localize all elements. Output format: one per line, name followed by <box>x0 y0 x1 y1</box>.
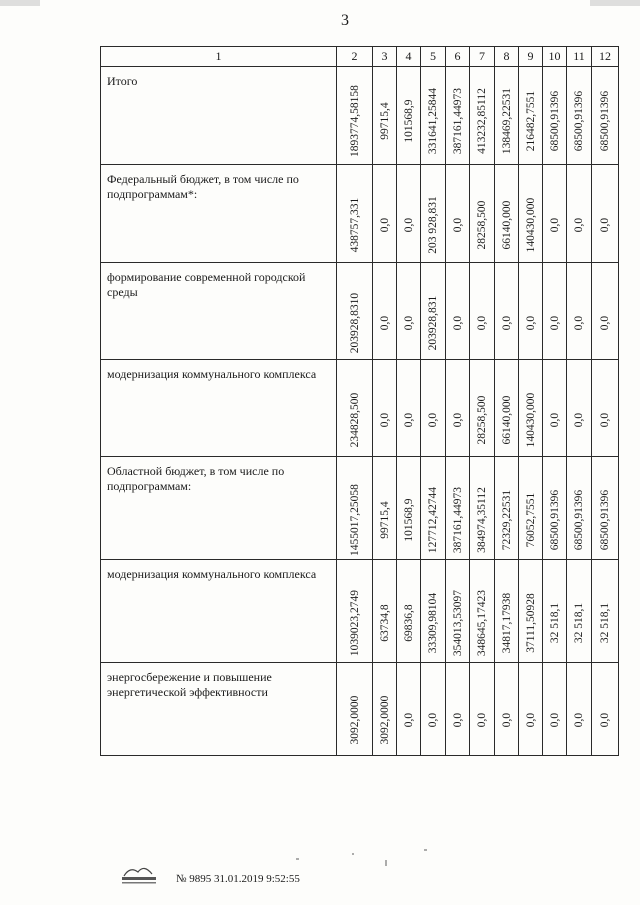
value-cell <box>421 263 446 360</box>
cell-value: 0,0 <box>599 412 611 427</box>
cell-value: 72329,22531 <box>500 490 513 551</box>
cell-value: 0,0 <box>500 315 513 330</box>
cell-value: 66140,000 <box>500 200 513 250</box>
value-cell <box>495 67 519 165</box>
cell-value: 140430,000 <box>524 197 537 253</box>
value-cell <box>397 457 421 560</box>
value-cell <box>470 560 495 663</box>
cell-value: 101568,9 <box>402 99 415 143</box>
value-cell <box>421 67 446 165</box>
table-row <box>101 263 619 360</box>
value-cell <box>567 560 592 663</box>
cell-value: 0,0 <box>476 712 488 728</box>
cell-value: 32 518,1 <box>573 603 585 644</box>
value-cell <box>495 560 519 663</box>
cell-value: 37111,50928 <box>524 593 537 653</box>
cell-value: 0,0 <box>451 712 464 728</box>
value-cell <box>337 165 373 263</box>
cell-value: 68500,91396 <box>573 490 585 551</box>
column-header: 3 <box>373 47 397 67</box>
cell-value: 0,0 <box>548 712 561 728</box>
table-row <box>101 663 619 756</box>
cell-value: 0,0 <box>573 412 585 427</box>
cell-value: 32 518,1 <box>548 603 561 644</box>
cell-value: 0,0 <box>599 315 611 330</box>
row-label: энергосбережение и повышение энергетической эффективности <box>101 663 337 756</box>
value-cell <box>337 67 373 165</box>
cell-value: 216482,7551 <box>524 91 537 152</box>
row-label: Областной бюджет, в том числе по подпрограммам: <box>101 457 337 560</box>
cell-value: 0,0 <box>476 315 488 330</box>
value-cell <box>397 360 421 457</box>
value-cell <box>592 663 619 756</box>
value-cell <box>373 663 397 756</box>
value-cell <box>495 263 519 360</box>
value-cell <box>567 663 592 756</box>
cell-value: 203 928,831 <box>427 196 439 254</box>
value-cell <box>470 67 495 165</box>
cell-value: 33309,98104 <box>427 593 439 654</box>
value-cell <box>567 360 592 457</box>
value-cell <box>470 457 495 560</box>
value-cell <box>397 560 421 663</box>
value-cell <box>470 263 495 360</box>
cell-value: 101568,9 <box>402 498 415 542</box>
value-cell <box>543 560 567 663</box>
value-cell <box>592 457 619 560</box>
row-label: Итого <box>101 67 337 165</box>
cell-value: 0,0 <box>548 217 561 233</box>
registration-stamp: № 9895 31.01.2019 9:52:55 <box>176 873 300 885</box>
cell-value: 387161,44973 <box>451 88 464 155</box>
cell-value: 66140,000 <box>500 395 513 444</box>
value-cell <box>543 67 567 165</box>
table-row <box>101 67 619 165</box>
value-cell <box>337 663 373 756</box>
value-cell <box>397 165 421 263</box>
cell-value: 0,0 <box>451 412 464 427</box>
cell-value: 0,0 <box>599 712 611 728</box>
value-cell <box>470 165 495 263</box>
value-cell <box>495 663 519 756</box>
value-cell <box>592 165 619 263</box>
value-cell <box>373 560 397 663</box>
value-cell <box>592 263 619 360</box>
value-cell <box>446 67 470 165</box>
column-header: 11 <box>567 47 592 67</box>
value-cell <box>337 457 373 560</box>
cell-value: 1455017,25058 <box>348 484 361 557</box>
value-cell <box>519 263 543 360</box>
cell-value: 203928,831 <box>427 295 439 350</box>
column-header: 4 <box>397 47 421 67</box>
cell-value: 28258,500 <box>476 200 488 250</box>
cell-value: 348645,17423 <box>476 590 488 657</box>
value-cell <box>543 263 567 360</box>
cell-value: 76052,7551 <box>524 492 537 548</box>
value-cell <box>373 67 397 165</box>
value-cell <box>446 165 470 263</box>
cell-value: 0,0 <box>573 217 585 233</box>
value-cell <box>567 263 592 360</box>
cell-value: 127712,42744 <box>427 487 439 554</box>
cell-value: 0,0 <box>573 712 585 728</box>
cell-value: 0,0 <box>378 217 391 233</box>
column-header: 9 <box>519 47 543 67</box>
cell-value: 138469,22531 <box>500 88 513 155</box>
table-row <box>101 360 619 457</box>
cell-value: 28258,500 <box>476 395 488 444</box>
cell-value: 0,0 <box>378 315 391 330</box>
value-cell <box>373 457 397 560</box>
column-header: 5 <box>421 47 446 67</box>
cell-value: 0,0 <box>524 315 537 330</box>
cell-value: 0,0 <box>451 217 464 233</box>
scan-speck <box>424 849 427 851</box>
cell-value: 34817,17938 <box>500 593 513 654</box>
table-row <box>101 560 619 663</box>
value-cell <box>337 560 373 663</box>
value-cell <box>446 457 470 560</box>
cell-value: 0,0 <box>402 712 415 728</box>
cell-value: 354013,53097 <box>451 590 464 657</box>
value-cell <box>543 360 567 457</box>
value-cell <box>446 263 470 360</box>
cell-value: 0,0 <box>378 412 391 427</box>
page-number: 3 <box>341 12 349 29</box>
value-cell <box>495 360 519 457</box>
cell-value: 387161,44973 <box>451 487 464 554</box>
value-cell <box>446 360 470 457</box>
cell-value: 1039023,2749 <box>348 590 361 657</box>
cell-value: 63734,8 <box>378 604 391 642</box>
cell-value: 0,0 <box>427 412 439 427</box>
cell-value: 3092,0000 <box>348 695 361 745</box>
row-label: модернизация коммунального комплекса <box>101 360 337 457</box>
value-cell <box>519 360 543 457</box>
cell-value: 234828,500 <box>348 392 361 447</box>
value-cell <box>421 360 446 457</box>
value-cell <box>543 457 567 560</box>
value-cell <box>421 457 446 560</box>
cell-value: 68500,91396 <box>599 490 611 551</box>
cell-value: 0,0 <box>524 712 537 728</box>
row-label: модернизация коммунального комплекса <box>101 560 337 663</box>
value-cell <box>337 263 373 360</box>
value-cell <box>543 663 567 756</box>
value-cell <box>519 165 543 263</box>
value-cell <box>592 360 619 457</box>
cell-value: 0,0 <box>500 712 513 728</box>
cell-value: 0,0 <box>402 412 415 427</box>
cell-value: 3092,0000 <box>378 695 391 745</box>
column-header: 8 <box>495 47 519 67</box>
table-row <box>101 457 619 560</box>
cell-value: 0,0 <box>548 412 561 427</box>
cell-value: 99715,4 <box>378 102 391 140</box>
value-cell <box>567 457 592 560</box>
table-header-row <box>101 47 619 67</box>
value-cell <box>567 165 592 263</box>
cell-value: 140430,000 <box>524 392 537 447</box>
value-cell <box>446 560 470 663</box>
column-header: 1 <box>101 47 337 67</box>
cell-value: 331641,25844 <box>427 88 439 155</box>
cell-value: 0,0 <box>451 315 464 330</box>
value-cell <box>470 663 495 756</box>
scan-speck <box>296 858 299 860</box>
value-cell <box>495 457 519 560</box>
cell-value: 203928,8310 <box>348 292 361 353</box>
value-cell <box>397 663 421 756</box>
value-cell <box>592 67 619 165</box>
column-header: 6 <box>446 47 470 67</box>
cell-value: 384974,35112 <box>476 487 488 554</box>
scan-edge-mark-right <box>590 0 640 6</box>
value-cell <box>373 360 397 457</box>
cell-value: 438757,331 <box>348 197 361 253</box>
value-cell <box>373 165 397 263</box>
scan-speck <box>385 860 387 866</box>
registry-logo-icon <box>118 858 160 886</box>
value-cell <box>446 663 470 756</box>
cell-value: 0,0 <box>427 712 439 728</box>
cell-value: 68500,91396 <box>573 91 585 152</box>
column-header: 7 <box>470 47 495 67</box>
value-cell <box>421 560 446 663</box>
value-cell <box>337 360 373 457</box>
value-cell <box>397 67 421 165</box>
value-cell <box>543 165 567 263</box>
value-cell <box>495 165 519 263</box>
cell-value: 68500,91396 <box>599 91 611 152</box>
value-cell <box>397 263 421 360</box>
cell-value: 99715,4 <box>378 501 391 539</box>
value-cell <box>592 560 619 663</box>
cell-value: 0,0 <box>548 315 561 330</box>
row-label: формирование современной городской среды <box>101 263 337 360</box>
value-cell <box>519 663 543 756</box>
cell-value: 0,0 <box>599 217 611 233</box>
value-cell <box>519 457 543 560</box>
cell-value: 0,0 <box>573 315 585 330</box>
cell-value: 1893774,58158 <box>348 85 361 158</box>
budget-table <box>100 46 619 756</box>
cell-value: 68500,91396 <box>548 490 561 551</box>
cell-value: 69836,8 <box>402 604 415 642</box>
cell-value: 413232,85112 <box>476 88 488 155</box>
scan-edge-mark-left <box>0 0 40 6</box>
column-header: 10 <box>543 47 567 67</box>
value-cell <box>519 67 543 165</box>
value-cell <box>470 360 495 457</box>
value-cell <box>373 263 397 360</box>
value-cell <box>421 663 446 756</box>
table-row <box>101 165 619 263</box>
value-cell <box>421 165 446 263</box>
column-header: 12 <box>592 47 619 67</box>
cell-value: 0,0 <box>402 217 415 233</box>
cell-value: 0,0 <box>402 315 415 330</box>
scan-speck <box>352 853 354 855</box>
value-cell <box>567 67 592 165</box>
cell-value: 32 518,1 <box>599 603 611 644</box>
column-header: 2 <box>337 47 373 67</box>
value-cell <box>519 560 543 663</box>
row-label: Федеральный бюджет, в том числе по подпрограммам*: <box>101 165 337 263</box>
cell-value: 68500,91396 <box>548 91 561 152</box>
